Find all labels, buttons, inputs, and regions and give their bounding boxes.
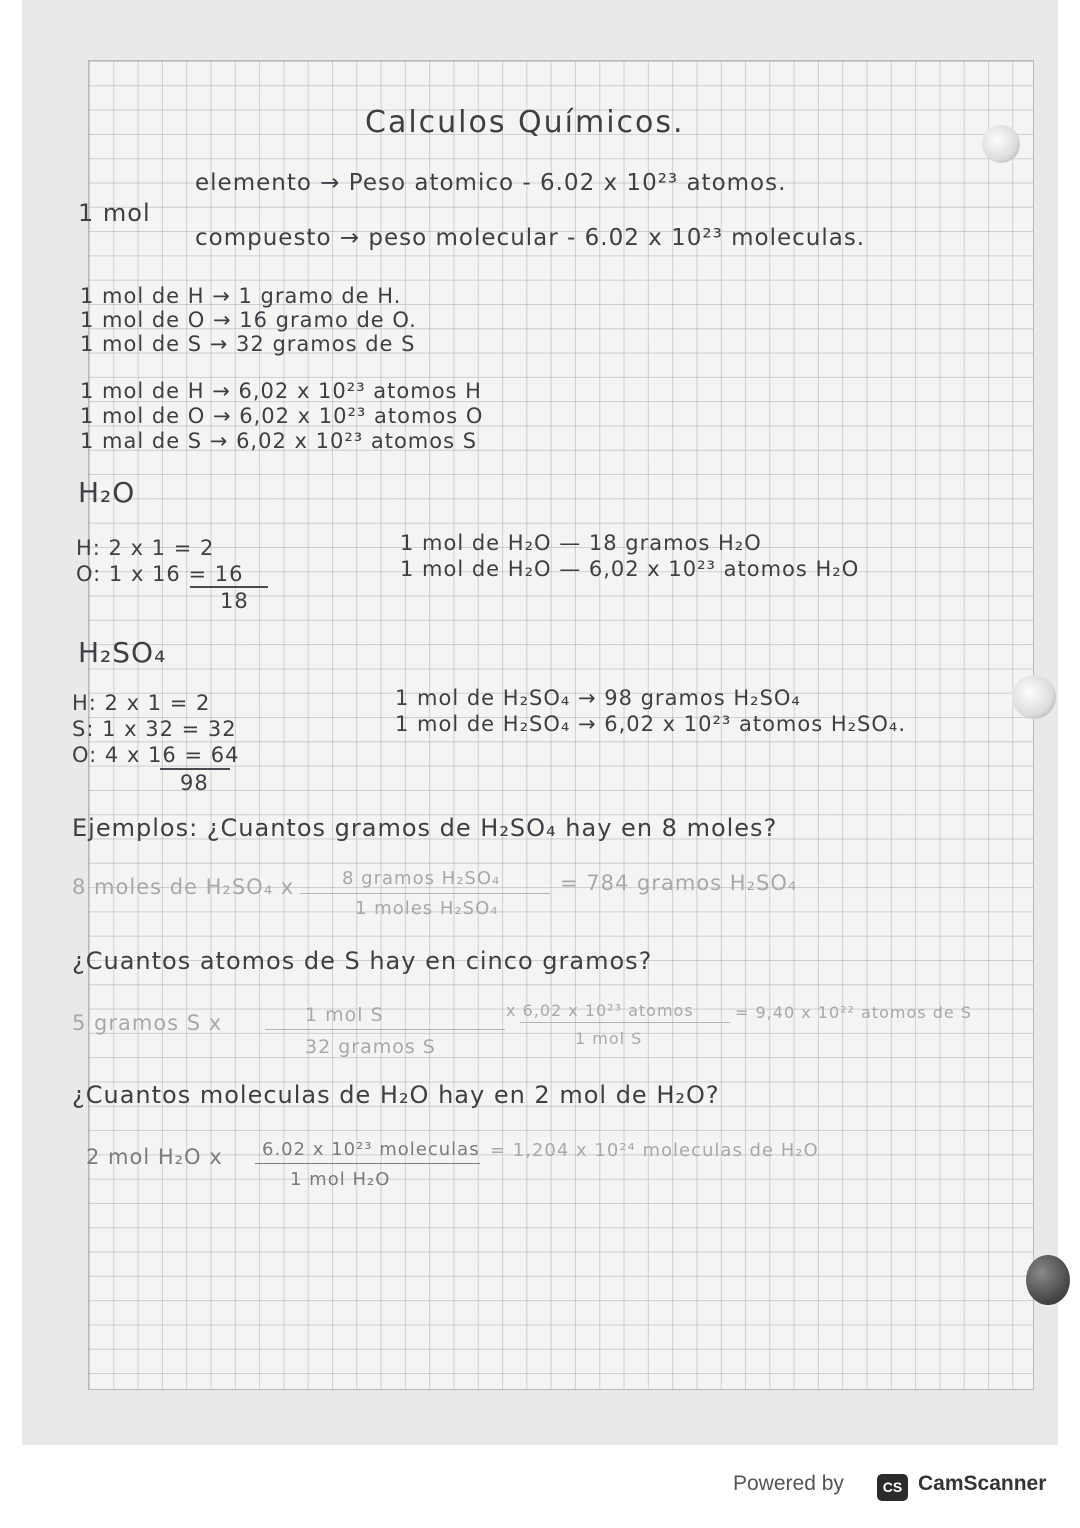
compound-definition: compuesto → peso molecular - 6.02 x 10²³ moleculas. [195, 225, 866, 251]
fraction-bar [300, 893, 550, 894]
acid-heading: H₂SO₄ [78, 636, 167, 669]
example2-result: = 9,40 x 10²² atomos de S [735, 1003, 972, 1022]
example2-lhs: 5 gramos S x [72, 1011, 223, 1035]
water-heading: H₂O [78, 476, 136, 509]
list-item: 1 mal de S → 6,02 x 10²³ atomos S [80, 429, 478, 453]
acid-calc-o: O: 4 x 16 = 64 [72, 743, 240, 767]
example1-denominator: 1 moles H₂SO₄ [355, 898, 499, 919]
punch-hole [982, 125, 1020, 163]
punch-hole [1012, 675, 1056, 719]
list-item: 1 mol de O → 16 gramo de O. [80, 308, 417, 332]
fraction-bar [520, 1022, 730, 1023]
example3-lhs: 2 mol H₂O x [86, 1145, 223, 1169]
example1-lhs: 8 moles de H₂SO₄ x [72, 875, 295, 899]
camscanner-logo-icon: CS [877, 1474, 908, 1501]
example2-frac2-den: 1 mol S [575, 1029, 643, 1048]
list-item: 1 mol de O → 6,02 x 10²³ atomos O [80, 404, 484, 428]
acid-fact-atoms: 1 mol de H₂SO₄ → 6,02 x 10²³ atomos H₂SO₄. [395, 712, 907, 736]
water-calc-h: H: 2 x 1 = 2 [76, 536, 215, 560]
example2-frac1-den: 32 gramos S [305, 1036, 436, 1058]
acid-calc-h: H: 2 x 1 = 2 [72, 691, 211, 715]
page-title: Calculos Químicos. [365, 105, 685, 140]
water-total: 18 [220, 589, 249, 613]
example3-result: = 1,204 x 10²⁴ moleculas de H₂O [490, 1140, 819, 1161]
fraction-bar [255, 1163, 480, 1164]
example3-numerator: 6.02 x 10²³ moleculas [262, 1139, 480, 1160]
example1-numerator: 8 gramos H₂SO₄ [342, 868, 501, 889]
element-definition: elemento → Peso atomico - 6.02 x 10²³ atomos. [195, 170, 787, 196]
example1-result: = 784 gramos H₂SO₄ [560, 871, 798, 895]
mol-label: 1 mol [78, 199, 151, 227]
list-item: 1 mol de S → 32 gramos de S [80, 332, 416, 356]
example1-question: Ejemplos: ¿Cuantos gramos de H₂SO₄ hay en 8 moles? [72, 814, 778, 842]
acid-total: 98 [180, 771, 209, 795]
list-item: 1 mol de H → 6,02 x 10²³ atomos H [80, 379, 482, 403]
example2-question: ¿Cuantos atomos de S hay en cinco gramos? [72, 947, 653, 975]
example3-question: ¿Cuantos moleculas de H₂O hay en 2 mol de H₂O? [72, 1081, 720, 1109]
scanner-footer [0, 1452, 1080, 1528]
example2-frac2-num: x 6,02 x 10²³ atomos [506, 1001, 694, 1020]
water-fact-atoms: 1 mol de H₂O — 6,02 x 10²³ atomos H₂O [400, 557, 860, 581]
example2-frac1-num: 1 mol S [305, 1004, 384, 1026]
example3-denominator: 1 mol H₂O [290, 1169, 391, 1190]
fraction-bar [265, 1029, 505, 1030]
acid-calc-s: S: 1 x 32 = 32 [72, 717, 237, 741]
punch-hole [1026, 1255, 1070, 1305]
powered-by-text: Powered by [733, 1472, 844, 1495]
water-fact-grams: 1 mol de H₂O — 18 gramos H₂O [400, 531, 762, 555]
camscanner-brand: CamScanner [918, 1472, 1047, 1495]
water-calc-o: O: 1 x 16 = 16 [76, 562, 244, 586]
list-item: 1 mol de H → 1 gramo de H. [80, 284, 402, 308]
acid-fact-grams: 1 mol de H₂SO₄ → 98 gramos H₂SO₄ [395, 686, 801, 710]
